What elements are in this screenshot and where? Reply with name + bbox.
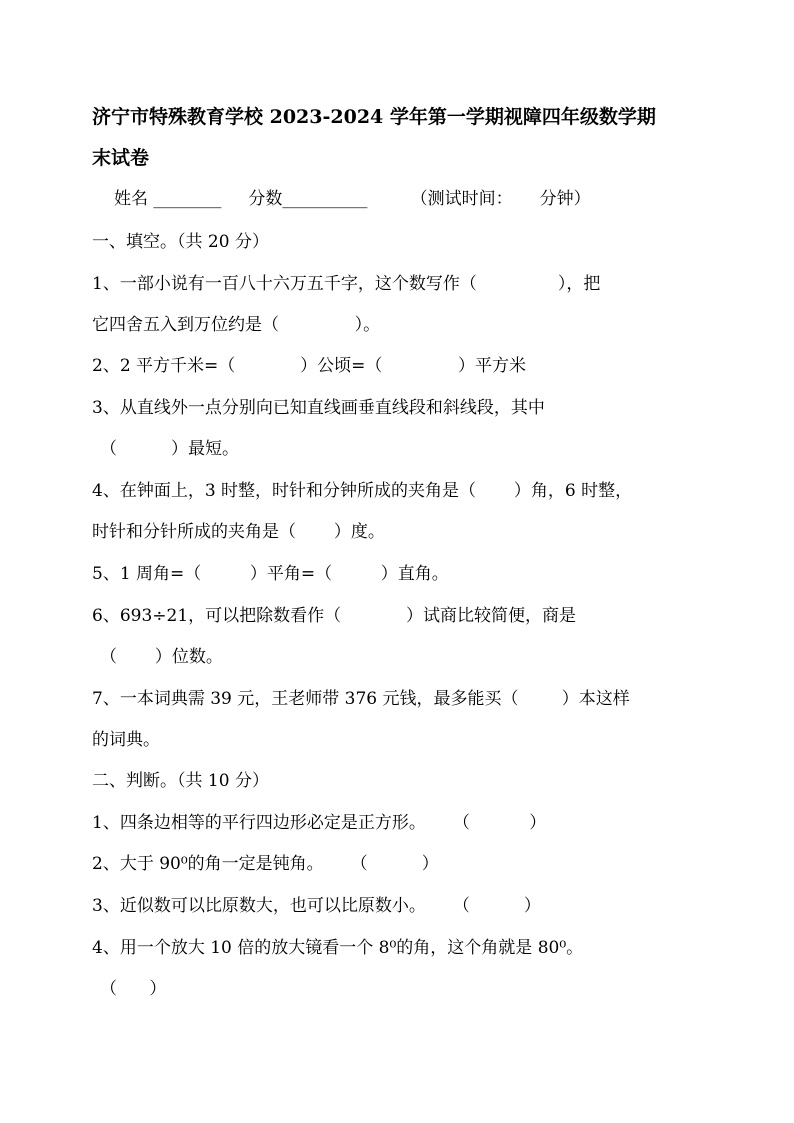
question-line: 3、近似数可以比原数大，也可以比原数小。 （ ） (92, 896, 541, 916)
exam-title-line1: 济宁市特殊教育学校 2023-2024 学年第一学期视障四年级数学期 (92, 106, 656, 128)
question-line: 7、一本词典需 39 元，王老师带 376 元钱，最多能买（ ）本这样 (92, 689, 630, 709)
question-line: （ ）最短。 (100, 439, 240, 459)
question-line: 它四舍五入到万位约是（ ）。 (92, 315, 381, 335)
question-line: 2、大于 90⁰的角一定是钝角。 （ ） (92, 854, 439, 874)
question-line: （ ） (100, 979, 167, 999)
question-line: 的词典。 (92, 730, 160, 750)
question-line: 6、693÷21，可以把除数看作（ ）试商比较简便，商是 (92, 606, 576, 626)
question-line: 4、在钟面上，3 时整，时针和分钟所成的夹角是（ ）角，6 时整， (92, 481, 633, 501)
student-info-line: 姓名 ________ 分数__________ （测试时间： 分钟） (114, 189, 591, 209)
question-line: 5、1 周角=（ ）平角=（ ）直角。 (92, 564, 449, 584)
question-line: 3、从直线外一点分别向已知直线画垂直线段和斜线段，其中 (92, 398, 545, 418)
question-line: 4、用一个放大 10 倍的放大镜看一个 8⁰的角，这个角就是 80⁰。 (92, 938, 584, 958)
question-line: 时针和分针所成的夹角是（ ）度。 (92, 522, 385, 542)
exam-title-line2: 末试卷 (92, 147, 150, 169)
section2-heading: 二、判断。（共 10 分） (92, 771, 269, 791)
section1-heading: 一、填空。（共 20 分） (92, 232, 269, 252)
question-line: 1、一部小说有一百八十六万五千字，这个数写作（ ），把 (92, 274, 601, 294)
question-line: 2、2 平方千米=（ ）公顷=（ ）平方米 (92, 356, 527, 376)
question-line: 1、四条边相等的平行四边形必定是正方形。 （ ） (92, 813, 547, 833)
question-line: （ ）位数。 (100, 647, 223, 667)
